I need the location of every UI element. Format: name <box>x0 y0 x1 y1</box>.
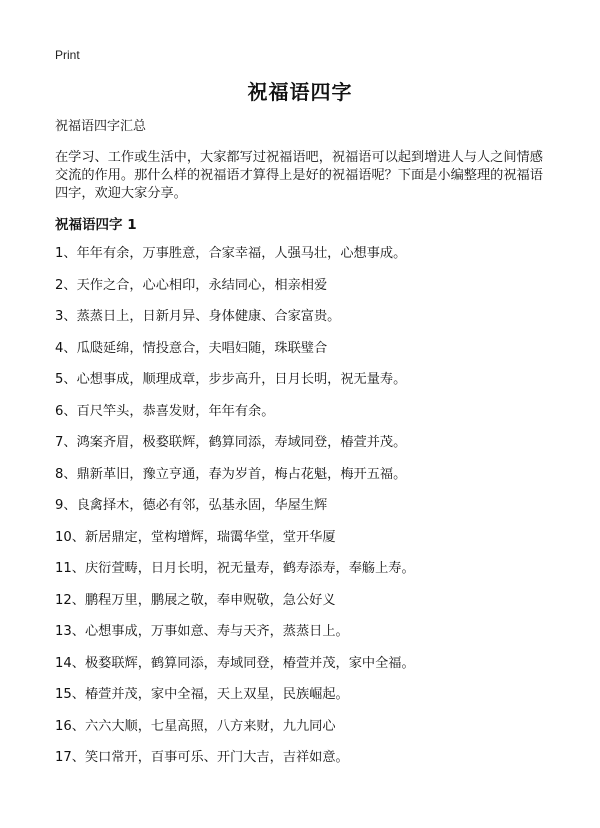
list-item: 2、天作之合，心心相印，永结同心，相亲相爱 <box>55 277 328 293</box>
list-item: 14、极婺联辉，鹤算同添，寿域同登，椿萱并茂，家中全福。 <box>55 655 415 671</box>
list-item: 8、鼎新革旧，豫立亨通，春为岁首，梅占花魁，梅开五福。 <box>55 466 407 482</box>
list-item: 5、心想事成，顺理成章，步步高升，日月长明，祝无量寿。 <box>55 372 407 387</box>
list-item: 4、瓜瓞延绵，情投意合，夫唱妇随，珠联璧合 <box>55 340 328 356</box>
list-item: 12、鹏程万里，鹏展之敬，奉申贶敬，急公好义 <box>55 592 336 608</box>
list-item: 16、六六大顺，七星高照，八方来财，九九同心 <box>55 718 336 734</box>
list-item: 7、鸿案齐眉，极婺联辉，鹤算同添，寿域同登，椿萱并茂。 <box>55 435 407 450</box>
list-item: 10、新居鼎定，堂构增辉，瑞霭华堂，堂开华厦 <box>55 529 336 545</box>
list-item: 17、笑口常开，百事可乐、开门大吉，吉祥如意。 <box>55 750 349 765</box>
list-item: 13、心想事成，万事如意、寿与天齐，蒸蒸日上。 <box>55 624 349 639</box>
section-heading: 祝福语四字 1 <box>55 217 137 233</box>
summary-line: 祝福语四字汇总 <box>55 119 147 134</box>
print-label: Print <box>55 48 80 62</box>
list-item: 3、蒸蒸日上，日新月异、身体健康、合家富贵。 <box>55 309 341 324</box>
page-title: 祝福语四字 <box>247 80 353 104</box>
list-item: 6、百尺竿头，恭喜发财，年年有余。 <box>55 403 275 419</box>
wish-list <box>55 244 565 780</box>
list-item: 1、年年有余，万事胜意，合家幸福，人强马壮，心想事成。 <box>55 246 407 261</box>
list-item: 11、庆衍萱畴，日月长明，祝无量寿，鹤寿添寿，奉觞上寿。 <box>55 561 415 576</box>
intro-paragraph: 在学习、工作或生活中，大家都写过祝福语吧，祝福语可以起到增进人与人之间情感交流的作用。那什么样的祝福语才算得上是好的祝福语呢？下面是小编整理的祝福语四字，欢迎大家分享。 <box>55 150 543 201</box>
list-item: 9、良禽择木，德必有邻，弘基永固，华屋生辉 <box>55 498 328 513</box>
list-item: 15、椿萱并茂，家中全福，天上双星，民族崛起。 <box>55 687 349 702</box>
